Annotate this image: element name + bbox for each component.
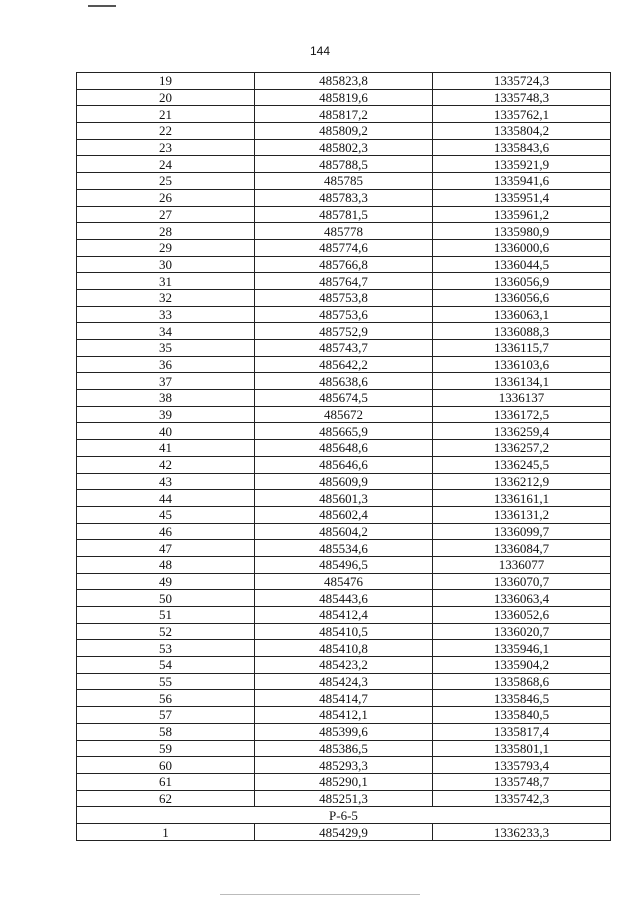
y-coordinate-cell: 1336077 xyxy=(433,556,611,573)
y-coordinate-cell: 1335724,3 xyxy=(433,73,611,90)
x-coordinate-cell: 485642,2 xyxy=(255,356,433,373)
x-coordinate-cell: 485785 xyxy=(255,173,433,190)
table-row xyxy=(77,356,611,373)
x-coordinate-cell: 485604,2 xyxy=(255,523,433,540)
x-coordinate-cell: 485753,8 xyxy=(255,289,433,306)
x-coordinate-cell: 485781,5 xyxy=(255,206,433,223)
x-coordinate-cell: 485638,6 xyxy=(255,373,433,390)
point-number-cell: 47 xyxy=(77,540,255,557)
x-coordinate-cell: 485648,6 xyxy=(255,440,433,457)
point-number-cell: 36 xyxy=(77,356,255,373)
x-coordinate-cell: 485665,9 xyxy=(255,423,433,440)
y-coordinate-cell: 1336020,7 xyxy=(433,623,611,640)
y-coordinate-cell: 1336070,7 xyxy=(433,573,611,590)
table-row xyxy=(77,690,611,707)
table-row xyxy=(77,540,611,557)
x-coordinate-cell: 485672 xyxy=(255,406,433,423)
y-coordinate-cell: 1335980,9 xyxy=(433,223,611,240)
x-coordinate-cell: 485609,9 xyxy=(255,473,433,490)
point-number-cell: 41 xyxy=(77,440,255,457)
point-number-cell: 37 xyxy=(77,373,255,390)
x-coordinate-cell: 485823,8 xyxy=(255,73,433,90)
table-row xyxy=(77,473,611,490)
table-row xyxy=(77,423,611,440)
y-coordinate-cell: 1336056,6 xyxy=(433,289,611,306)
point-number-cell: 55 xyxy=(77,673,255,690)
point-number-cell: 20 xyxy=(77,89,255,106)
point-number-cell: 39 xyxy=(77,406,255,423)
y-coordinate-cell: 1336056,9 xyxy=(433,273,611,290)
point-number-cell: 40 xyxy=(77,423,255,440)
point-number-cell: 57 xyxy=(77,707,255,724)
y-coordinate-cell: 1335748,3 xyxy=(433,89,611,106)
x-coordinate-cell: 485646,6 xyxy=(255,456,433,473)
x-coordinate-cell: 485674,5 xyxy=(255,390,433,407)
table-row xyxy=(77,707,611,724)
y-coordinate-cell: 1336088,3 xyxy=(433,323,611,340)
table-row xyxy=(77,373,611,390)
point-number-cell: 50 xyxy=(77,590,255,607)
point-number-cell: 51 xyxy=(77,607,255,624)
coordinates-table xyxy=(76,72,611,841)
x-coordinate-cell: 485424,3 xyxy=(255,673,433,690)
x-coordinate-cell: 485753,6 xyxy=(255,306,433,323)
y-coordinate-cell: 1335904,2 xyxy=(433,657,611,674)
point-number-cell: 43 xyxy=(77,473,255,490)
y-coordinate-cell: 1336259,4 xyxy=(433,423,611,440)
table-row xyxy=(77,773,611,790)
point-number-cell: 42 xyxy=(77,456,255,473)
point-number-cell: 58 xyxy=(77,723,255,740)
table-row xyxy=(77,256,611,273)
x-coordinate-cell: 485817,2 xyxy=(255,106,433,123)
x-coordinate-cell: 485809,2 xyxy=(255,123,433,140)
x-coordinate-cell: 485534,6 xyxy=(255,540,433,557)
table-row xyxy=(77,323,611,340)
y-coordinate-cell: 1336084,7 xyxy=(433,540,611,557)
y-coordinate-cell: 1336172,5 xyxy=(433,406,611,423)
point-number-cell: 53 xyxy=(77,640,255,657)
table-row xyxy=(77,406,611,423)
point-number-cell: 48 xyxy=(77,556,255,573)
table-row xyxy=(77,89,611,106)
table-row xyxy=(77,607,611,624)
x-coordinate-cell: 485788,5 xyxy=(255,156,433,173)
y-coordinate-cell: 1336000,6 xyxy=(433,239,611,256)
y-coordinate-cell: 1335817,4 xyxy=(433,723,611,740)
x-coordinate-cell: 485251,3 xyxy=(255,790,433,807)
table-row xyxy=(77,306,611,323)
table-row xyxy=(77,740,611,757)
x-coordinate-cell: 485602,4 xyxy=(255,506,433,523)
x-coordinate-cell: 485429,9 xyxy=(255,824,433,841)
point-number-cell: 26 xyxy=(77,189,255,206)
table-row xyxy=(77,123,611,140)
table-row xyxy=(77,556,611,573)
x-coordinate-cell: 485414,7 xyxy=(255,690,433,707)
table-row xyxy=(77,340,611,357)
y-coordinate-cell: 1336134,1 xyxy=(433,373,611,390)
x-coordinate-cell: 485802,3 xyxy=(255,139,433,156)
table-row xyxy=(77,640,611,657)
y-coordinate-cell: 1335946,1 xyxy=(433,640,611,657)
y-coordinate-cell: 1336052,6 xyxy=(433,607,611,624)
x-coordinate-cell: 485410,8 xyxy=(255,640,433,657)
x-coordinate-cell: 485601,3 xyxy=(255,490,433,507)
table-row xyxy=(77,106,611,123)
point-number-cell: 60 xyxy=(77,757,255,774)
point-number-cell: 52 xyxy=(77,623,255,640)
point-number-cell: 62 xyxy=(77,790,255,807)
x-coordinate-cell: 485290,1 xyxy=(255,773,433,790)
table-row xyxy=(77,657,611,674)
point-number-cell: 54 xyxy=(77,657,255,674)
y-coordinate-cell: 1335868,6 xyxy=(433,673,611,690)
x-coordinate-cell: 485412,1 xyxy=(255,707,433,724)
point-number-cell: 19 xyxy=(77,73,255,90)
table-row xyxy=(77,824,611,841)
y-coordinate-cell: 1335951,4 xyxy=(433,189,611,206)
page-number: 144 xyxy=(309,44,331,58)
y-coordinate-cell: 1335804,2 xyxy=(433,123,611,140)
y-coordinate-cell: 1336233,3 xyxy=(433,824,611,841)
y-coordinate-cell: 1336063,4 xyxy=(433,590,611,607)
x-coordinate-cell: 485443,6 xyxy=(255,590,433,607)
y-coordinate-cell: 1336161,1 xyxy=(433,490,611,507)
point-number-cell: 61 xyxy=(77,773,255,790)
table-row xyxy=(77,223,611,240)
table-row xyxy=(77,790,611,807)
x-coordinate-cell: 485819,6 xyxy=(255,89,433,106)
table-row xyxy=(77,289,611,306)
y-coordinate-cell: 1336115,7 xyxy=(433,340,611,357)
point-number-cell: 44 xyxy=(77,490,255,507)
table-row xyxy=(77,273,611,290)
table-row xyxy=(77,723,611,740)
x-coordinate-cell: 485496,5 xyxy=(255,556,433,573)
point-number-cell: 24 xyxy=(77,156,255,173)
y-coordinate-cell: 1335762,1 xyxy=(433,106,611,123)
table-row xyxy=(77,156,611,173)
y-coordinate-cell: 1335921,9 xyxy=(433,156,611,173)
y-coordinate-cell: 1335801,1 xyxy=(433,740,611,757)
x-coordinate-cell: 485766,8 xyxy=(255,256,433,273)
y-coordinate-cell: 1336257,2 xyxy=(433,440,611,457)
point-number-cell: 31 xyxy=(77,273,255,290)
table-row xyxy=(77,523,611,540)
table-row xyxy=(77,390,611,407)
point-number-cell: 46 xyxy=(77,523,255,540)
scan-bottom-edge xyxy=(220,894,420,895)
point-number-cell: 29 xyxy=(77,239,255,256)
table-row xyxy=(77,673,611,690)
x-coordinate-cell: 485743,7 xyxy=(255,340,433,357)
table-row xyxy=(77,757,611,774)
y-coordinate-cell: 1335742,3 xyxy=(433,790,611,807)
point-number-cell: 21 xyxy=(77,106,255,123)
x-coordinate-cell: 485423,2 xyxy=(255,657,433,674)
table-row xyxy=(77,573,611,590)
table-row xyxy=(77,490,611,507)
y-coordinate-cell: 1336103,6 xyxy=(433,356,611,373)
y-coordinate-cell: 1336245,5 xyxy=(433,456,611,473)
point-number-cell: 23 xyxy=(77,139,255,156)
point-number-cell: 27 xyxy=(77,206,255,223)
y-coordinate-cell: 1335840,5 xyxy=(433,707,611,724)
x-coordinate-cell: 485783,3 xyxy=(255,189,433,206)
point-number-cell: 56 xyxy=(77,690,255,707)
table-row xyxy=(77,456,611,473)
x-coordinate-cell: 485752,9 xyxy=(255,323,433,340)
y-coordinate-cell: 1335961,2 xyxy=(433,206,611,223)
point-number-cell: 33 xyxy=(77,306,255,323)
point-number-cell: 32 xyxy=(77,289,255,306)
table-row xyxy=(77,173,611,190)
x-coordinate-cell: 485386,5 xyxy=(255,740,433,757)
point-number-cell: 45 xyxy=(77,506,255,523)
table-row xyxy=(77,206,611,223)
x-coordinate-cell: 485410,5 xyxy=(255,623,433,640)
point-number-cell: 1 xyxy=(77,824,255,841)
point-number-cell: 49 xyxy=(77,573,255,590)
x-coordinate-cell: 485412,4 xyxy=(255,607,433,624)
x-coordinate-cell: 485293,3 xyxy=(255,757,433,774)
y-coordinate-cell: 1335748,7 xyxy=(433,773,611,790)
section-header-row xyxy=(77,807,611,824)
x-coordinate-cell: 485476 xyxy=(255,573,433,590)
y-coordinate-cell: 1336044,5 xyxy=(433,256,611,273)
y-coordinate-cell: 1335846,5 xyxy=(433,690,611,707)
table-row xyxy=(77,590,611,607)
x-coordinate-cell: 485399,6 xyxy=(255,723,433,740)
point-number-cell: 38 xyxy=(77,390,255,407)
y-coordinate-cell: 1335941,6 xyxy=(433,173,611,190)
point-number-cell: 30 xyxy=(77,256,255,273)
table-row xyxy=(77,440,611,457)
table-row xyxy=(77,73,611,90)
point-number-cell: 35 xyxy=(77,340,255,357)
x-coordinate-cell: 485778 xyxy=(255,223,433,240)
table-row xyxy=(77,506,611,523)
point-number-cell: 59 xyxy=(77,740,255,757)
point-number-cell: 34 xyxy=(77,323,255,340)
table-row xyxy=(77,189,611,206)
section-label: Р-6-5 xyxy=(77,807,611,824)
y-coordinate-cell: 1336137 xyxy=(433,390,611,407)
x-coordinate-cell: 485774,6 xyxy=(255,239,433,256)
scan-artifact-mark xyxy=(88,5,116,7)
table-row xyxy=(77,139,611,156)
point-number-cell: 28 xyxy=(77,223,255,240)
y-coordinate-cell: 1336131,2 xyxy=(433,506,611,523)
y-coordinate-cell: 1336212,9 xyxy=(433,473,611,490)
coordinates-table-body xyxy=(77,73,611,841)
y-coordinate-cell: 1335843,6 xyxy=(433,139,611,156)
y-coordinate-cell: 1336063,1 xyxy=(433,306,611,323)
point-number-cell: 22 xyxy=(77,123,255,140)
y-coordinate-cell: 1336099,7 xyxy=(433,523,611,540)
x-coordinate-cell: 485764,7 xyxy=(255,273,433,290)
table-row xyxy=(77,239,611,256)
y-coordinate-cell: 1335793,4 xyxy=(433,757,611,774)
point-number-cell: 25 xyxy=(77,173,255,190)
table-row xyxy=(77,623,611,640)
